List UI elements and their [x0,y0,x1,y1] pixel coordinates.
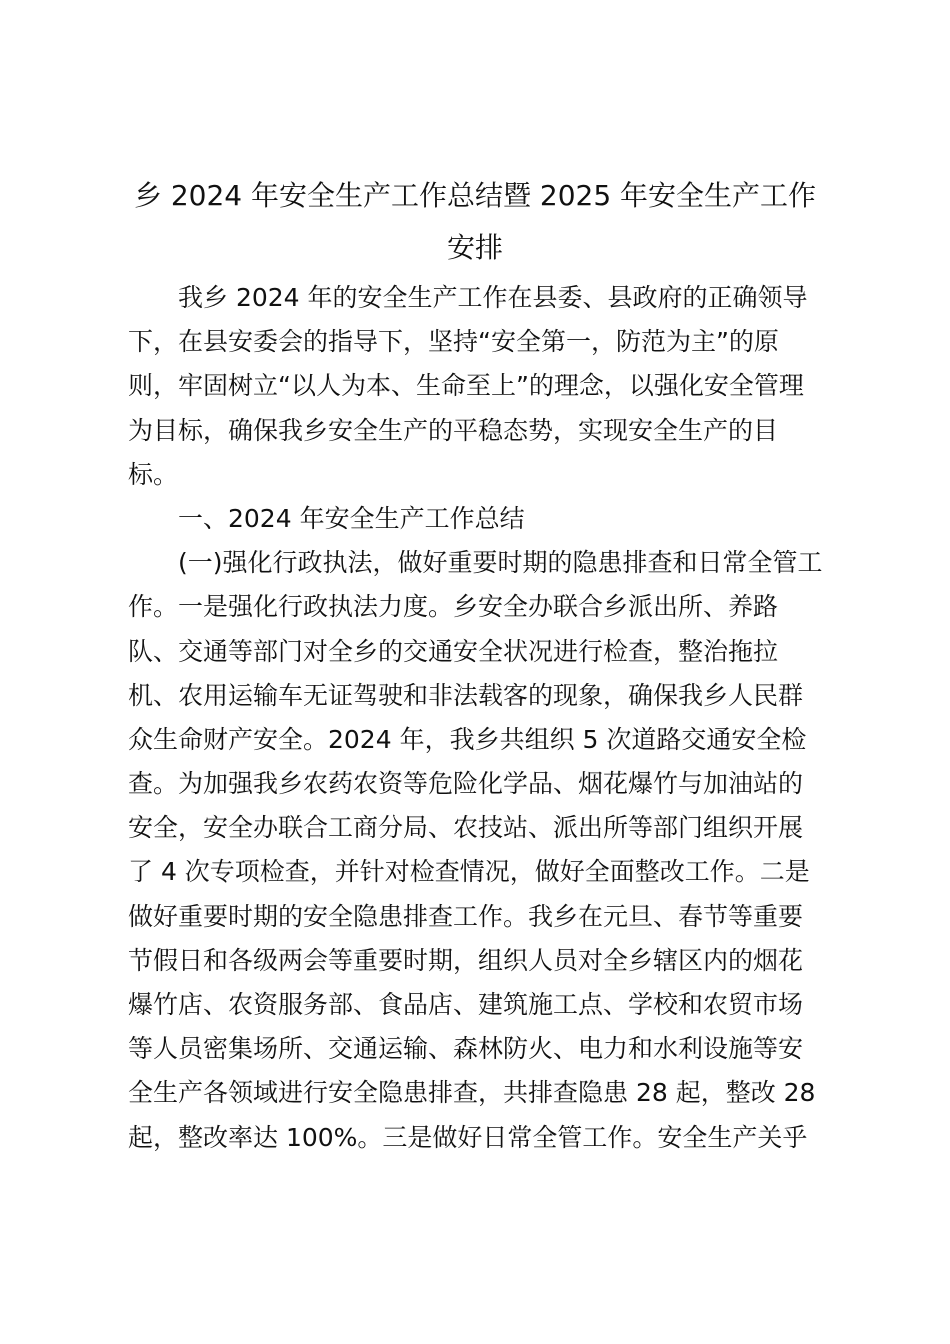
paragraph-intro-line: 下，在县安委会的指导下，坚持“安全第一，防范为主”的原 [128,327,779,357]
paragraph-line: 做好重要时期的安全隐患排查工作。我乡在元旦、春节等重要 [128,901,804,931]
paragraph-line: 起，整改率达 100%。三是做好日常全管工作。安全生产关乎 [128,1122,808,1152]
document-body [128,276,828,1160]
paragraph-line: 等人员密集场所、交通运输、森林防火、电力和水利设施等安 [128,1034,804,1064]
paragraph-line: 安全，安全办联合工商分局、农技站、派出所等部门组织开展 [128,813,804,843]
paragraph-intro-line: 为目标，确保我乡安全生产的平稳态势，实现安全生产的目 [128,415,779,445]
paragraph-line: 爆竹店、农资服务部、食品店、建筑施工点、学校和农贸市场 [128,990,804,1019]
paragraph-line: 全生产各领域进行安全隐患排查，共排查隐患 28 起，整改 28 [128,1078,816,1108]
paragraph-intro-line: 标。 [128,459,179,489]
document-title [120,170,830,274]
paragraph-line: 了 4 次专项检查，并针对检查情况，做好全面整改工作。二是 [128,857,810,887]
paragraph-line: 作。一是强化行政执法力度。乡安全办联合乡派出所、养路 [128,592,779,622]
paragraph-line: 机、农用运输车无证驾驶和非法载客的现象，确保我乡人民群 [128,680,804,710]
paragraph-line: 队、交通等部门对全乡的交通安全状况进行检查，整治拖拉 [128,636,779,666]
paragraph-line: 查。为加强我乡农药农资等危险化学品、烟花爆竹与加油站的 [128,769,804,799]
paragraph-intro-line: 我乡 2024 年的安全生产工作在县委、县政府的正确领导 [178,283,808,312]
title-line-2: 安排 [446,231,503,264]
section-heading: 一、2024 年安全生产工作总结 [178,503,525,533]
paragraph-line: (一)强化行政执法，做好重要时期的隐患排查和日常全管工 [178,548,823,578]
title-line-1: 乡 2024 年安全生产工作总结暨 2025 年安全生产工作 [133,179,817,212]
paragraph-line: 节假日和各级两会等重要时期，组织人员对全乡辖区内的烟花 [128,945,804,975]
paragraph-intro-line: 则，牢固树立“以人为本、生命至上”的理念，以强化安全管理 [128,371,804,401]
paragraph-line: 众生命财产安全。2024 年，我乡共组织 5 次道路交通安全检 [128,724,807,754]
